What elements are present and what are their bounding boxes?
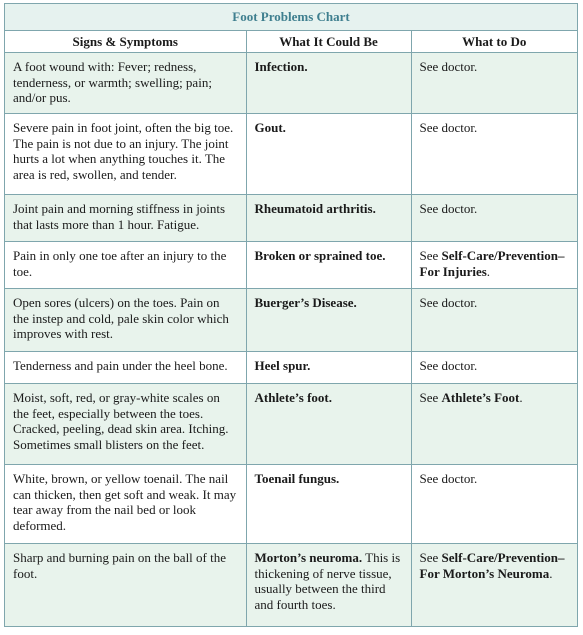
table-row bbox=[5, 114, 577, 195]
table-row bbox=[5, 195, 577, 242]
foot-problems-table bbox=[5, 31, 577, 626]
condition-name: Morton’s neuroma. bbox=[254, 550, 363, 565]
action-cell bbox=[411, 465, 577, 544]
action-text: See doctor. bbox=[419, 201, 478, 216]
condition-name: Heel spur. bbox=[254, 358, 311, 373]
condition-cell bbox=[246, 384, 411, 465]
table-row bbox=[5, 53, 577, 114]
header-signs-symptoms: Signs & Symptoms bbox=[5, 31, 246, 53]
condition-cell bbox=[246, 465, 411, 544]
action-text: See doctor. bbox=[419, 295, 478, 310]
condition-cell bbox=[246, 114, 411, 195]
action-cell bbox=[411, 195, 577, 242]
condition-name: Toenail fungus. bbox=[254, 471, 340, 486]
action-text: See doctor. bbox=[419, 120, 478, 135]
condition-name: Buerger’s Disease. bbox=[254, 295, 357, 310]
action-cell bbox=[411, 53, 577, 114]
action-suffix: . bbox=[519, 390, 523, 405]
symptoms-cell: Joint pain and morning stiffness in joints that lasts more than 1 hour. Fatigue. bbox=[5, 195, 246, 242]
action-text: See bbox=[419, 550, 442, 565]
condition-cell bbox=[246, 242, 411, 289]
condition-name: Broken or sprained toe. bbox=[254, 248, 386, 263]
symptoms-cell: Open sores (ulcers) on the toes. Pain on the instep and cold, pale skin color which improves with rest. bbox=[5, 289, 246, 352]
action-cell bbox=[411, 544, 577, 626]
table-row bbox=[5, 544, 577, 626]
action-suffix: . bbox=[486, 263, 491, 279]
table-row bbox=[5, 384, 577, 465]
header-what-it-could-be: What It Could Be bbox=[246, 31, 411, 53]
action-link: Self-Care/Prevention–For Morton’s Neuroma bbox=[419, 550, 565, 581]
condition-note: This is thickening of nerve tissue, usually between the third and fourth toes. bbox=[254, 550, 401, 612]
action-suffix: . bbox=[549, 565, 553, 581]
action-link: Self-Care/Prevention–For Injuries bbox=[419, 248, 565, 279]
symptoms-cell: Sharp and burning pain on the ball of the foot. bbox=[5, 544, 246, 626]
action-cell bbox=[411, 289, 577, 352]
table-row bbox=[5, 352, 577, 384]
symptoms-cell: Tenderness and pain under the heel bone. bbox=[5, 352, 246, 384]
condition-name: Rheumatoid arthritis. bbox=[254, 201, 376, 216]
condition-cell bbox=[246, 289, 411, 352]
action-text: See doctor. bbox=[419, 358, 478, 373]
action-link: Athlete’s Foot bbox=[441, 390, 520, 405]
symptoms-cell: Moist, soft, red, or gray-white scales on the feet, especially between the toes. Cracked, peeling, dead skin area. Itching. Sometimes small blisters on the feet. bbox=[5, 384, 246, 465]
condition-cell bbox=[246, 53, 411, 114]
action-text: See bbox=[419, 248, 442, 263]
table-row bbox=[5, 242, 577, 289]
symptoms-cell: White, brown, or yellow toenail. The nail can thicken, then get soft and weak. It may tear away from the nail bed or look deformed. bbox=[5, 465, 246, 544]
action-cell bbox=[411, 114, 577, 195]
symptoms-cell: Severe pain in foot joint, often the big toe. The pain is not due to an injury. The joint hurts a lot when anything touches it. The area is red, swollen, and tender. bbox=[5, 114, 246, 195]
condition-cell bbox=[246, 544, 411, 626]
table-row bbox=[5, 465, 577, 544]
condition-name: Infection. bbox=[254, 59, 308, 74]
condition-cell bbox=[246, 195, 411, 242]
action-cell bbox=[411, 352, 577, 384]
table-row bbox=[5, 289, 577, 352]
action-cell bbox=[411, 384, 577, 465]
action-text: See bbox=[419, 390, 442, 405]
symptoms-cell: A foot wound with: Fever; redness, tenderness, or warmth; swelling; pain; and/or pus. bbox=[5, 53, 246, 114]
condition-name: Gout. bbox=[254, 120, 286, 135]
action-cell bbox=[411, 242, 577, 289]
condition-cell bbox=[246, 352, 411, 384]
action-text: See doctor. bbox=[419, 471, 478, 486]
header-what-to-do: What to Do bbox=[411, 31, 577, 53]
condition-name: Athlete’s foot. bbox=[254, 390, 332, 405]
header-row bbox=[5, 31, 577, 53]
symptoms-cell: Pain in only one toe after an injury to the toe. bbox=[5, 242, 246, 289]
action-text: See doctor. bbox=[419, 59, 478, 74]
foot-problems-chart bbox=[4, 3, 578, 627]
chart-title: Foot Problems Chart bbox=[5, 4, 577, 31]
